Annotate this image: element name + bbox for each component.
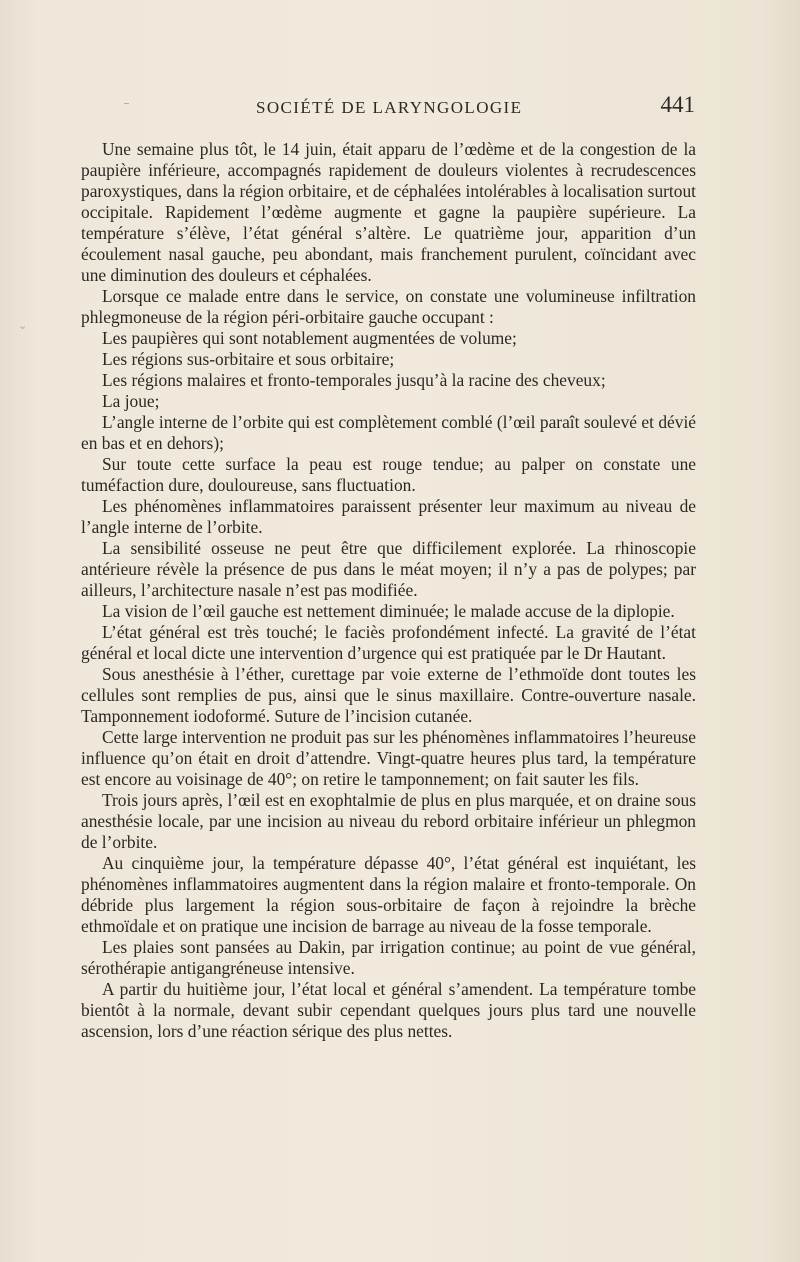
- paragraph: Les paupières qui sont notablement augmentées de volume;: [102, 328, 517, 348]
- paragraph: Au cinquième jour, la température dépasse 40°, l’état général est inquiétant, les phénomènes inflammatoires augmentent dans la région malaire et fronto-temporale. On débride plus largement la région sous-orbitaire de façon à rejoindre la brèche ethmoïdale et on pratique une incision de barrage au niveau de la fosse temporale.: [81, 853, 696, 936]
- running-head-title: SOCIÉTÉ DE LARYNGOLOGIE: [256, 98, 523, 117]
- margin-tick-icon: ⌄: [18, 319, 28, 332]
- paragraph: Cette large intervention ne produit pas sur les phénomènes inflammatoires l’heureuse influence qu’on était en droit d’attendre. Vingt-quatre heures plus tard, la température est encore au voisinage de 40°; on retire le tamponnement; on fait sauter les fils.: [81, 727, 696, 789]
- paragraph: L’état général est très touché; le faciès profondément infecté. La gravité de l’état général et local dicte une intervention d’urgence qui est pratiquée par le Dr Hautant.: [81, 622, 696, 663]
- page-number: 441: [660, 92, 695, 117]
- paragraph: Une semaine plus tôt, le 14 juin, était apparu de l’œdème et de la congestion de la paupière inférieure, accompagnés rapidement de douleurs violentes à recrudescences paroxystiques, dans la région orbitaire, et de céphalées intolérables à localisation surtout occipitale. Rapidement l’œdème augmente et gagne la paupière supérieure. La température s’élève, l’état général s’altère. Le quatrième jour, apparition d’un écoulement nasal gauche, peu abondant, mais franchement purulent, coïncidant avec une diminution des douleurs et céphalées.: [81, 139, 696, 285]
- paragraph: Les régions sus-orbitaire et sous orbitaire;: [102, 349, 395, 369]
- paragraph: Les phénomènes inflammatoires paraissent présenter leur maximum au niveau de l’angle interne de l’orbite.: [81, 496, 696, 537]
- paragraph: Sur toute cette surface la peau est rouge tendue; au palper on constate une tuméfaction dure, douloureuse, sans fluctuation.: [81, 454, 696, 495]
- paragraph: Lorsque ce malade entre dans le service, on constate une volumineuse infiltration phlegmoneuse de la région péri-orbitaire gauche occupant :: [81, 286, 696, 327]
- paragraph: Les plaies sont pansées au Dakin, par irrigation continue; au point de vue général, sérothérapie antigangréneuse intensive.: [81, 937, 696, 978]
- paragraph: A partir du huitième jour, l’état local et général s’amendent. La température tombe bientôt à la normale, devant subir cependant quelques jours plus tard une nouvelle ascension, lors d’une réaction sérique des plus nettes.: [81, 979, 696, 1041]
- paragraph: Sous anesthésie à l’éther, curettage par voie externe de l’ethmoïde dont toutes les cellules sont remplies de pus, ainsi que le sinus maxillaire. Contre-ouverture nasale. Tamponnement iodoformé. Suture de l’incision cutanée.: [81, 664, 696, 726]
- paragraph: Les régions malaires et fronto-temporales jusqu’à la racine des cheveux;: [102, 370, 606, 390]
- running-head: [80, 92, 695, 122]
- body-text: [81, 139, 696, 1042]
- paragraph: La vision de l’œil gauche est nettement diminuée; le malade accuse de la diplopie.: [102, 601, 675, 621]
- paragraph: Trois jours après, l’œil est en exophtalmie de plus en plus marquée, et on draine sous anesthésie locale, par une incision au niveau du rebord orbitaire inférieur un phlegmon de l’orbite.: [81, 790, 696, 852]
- paragraph: L’angle interne de l’orbite qui est complètement comblé (l’œil paraît soulevé et dévié en bas et en dehors);: [81, 412, 696, 453]
- paragraph: La joue;: [102, 391, 160, 411]
- paragraph: La sensibilité osseuse ne peut être que difficilement explorée. La rhinoscopie antérieure révèle la présence de pus dans le méat moyen; il n’y a pas de polypes; par ailleurs, l’architecture nasale n’est pas modifiée.: [81, 538, 696, 600]
